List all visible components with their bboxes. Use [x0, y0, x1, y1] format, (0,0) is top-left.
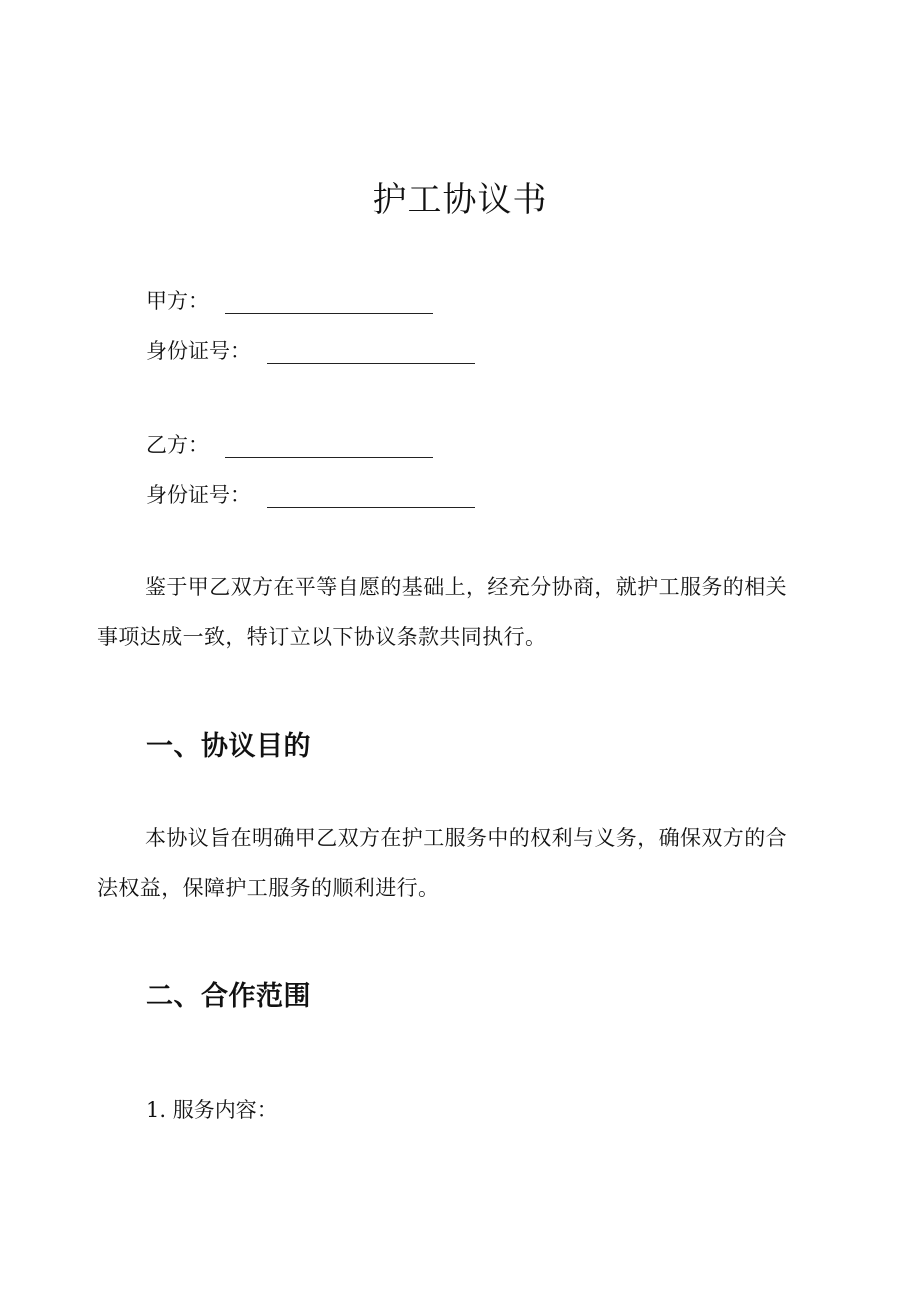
- party-b-name-blank: [225, 435, 433, 458]
- scope-item-service-content: 1. 服务内容：: [146, 1098, 278, 1122]
- section-heading-scope: 二、合作范围: [146, 981, 311, 1012]
- purpose-paragraph: 本协议旨在明确甲乙双方在护工服务中的权利与义务，确保双方的合法权益，保障护工服务的顺利进行。: [97, 826, 787, 900]
- intro-paragraph: 鉴于甲乙双方在平等自愿的基础上，经充分协商，就护工服务的相关事项达成一致，特订立以下协议条款共同执行。: [97, 575, 787, 649]
- party-b-id-blank: [267, 485, 475, 508]
- party-a-id-blank: [267, 341, 475, 364]
- party-a-id-field: [146, 334, 475, 364]
- party-b-id-label: 身份证号：: [146, 483, 251, 507]
- party-b-id-field: [146, 478, 475, 508]
- party-b-name-field: [146, 428, 433, 458]
- party-a-name-field: [146, 284, 433, 314]
- party-a-id-label: 身份证号：: [146, 339, 251, 363]
- party-b-name-label: 乙方：: [146, 433, 209, 457]
- party-a-name-label: 甲方：: [146, 289, 209, 313]
- section-heading-purpose: 一、协议目的: [146, 731, 311, 762]
- party-a-name-blank: [225, 291, 433, 314]
- document-title: 护工协议书: [372, 180, 548, 220]
